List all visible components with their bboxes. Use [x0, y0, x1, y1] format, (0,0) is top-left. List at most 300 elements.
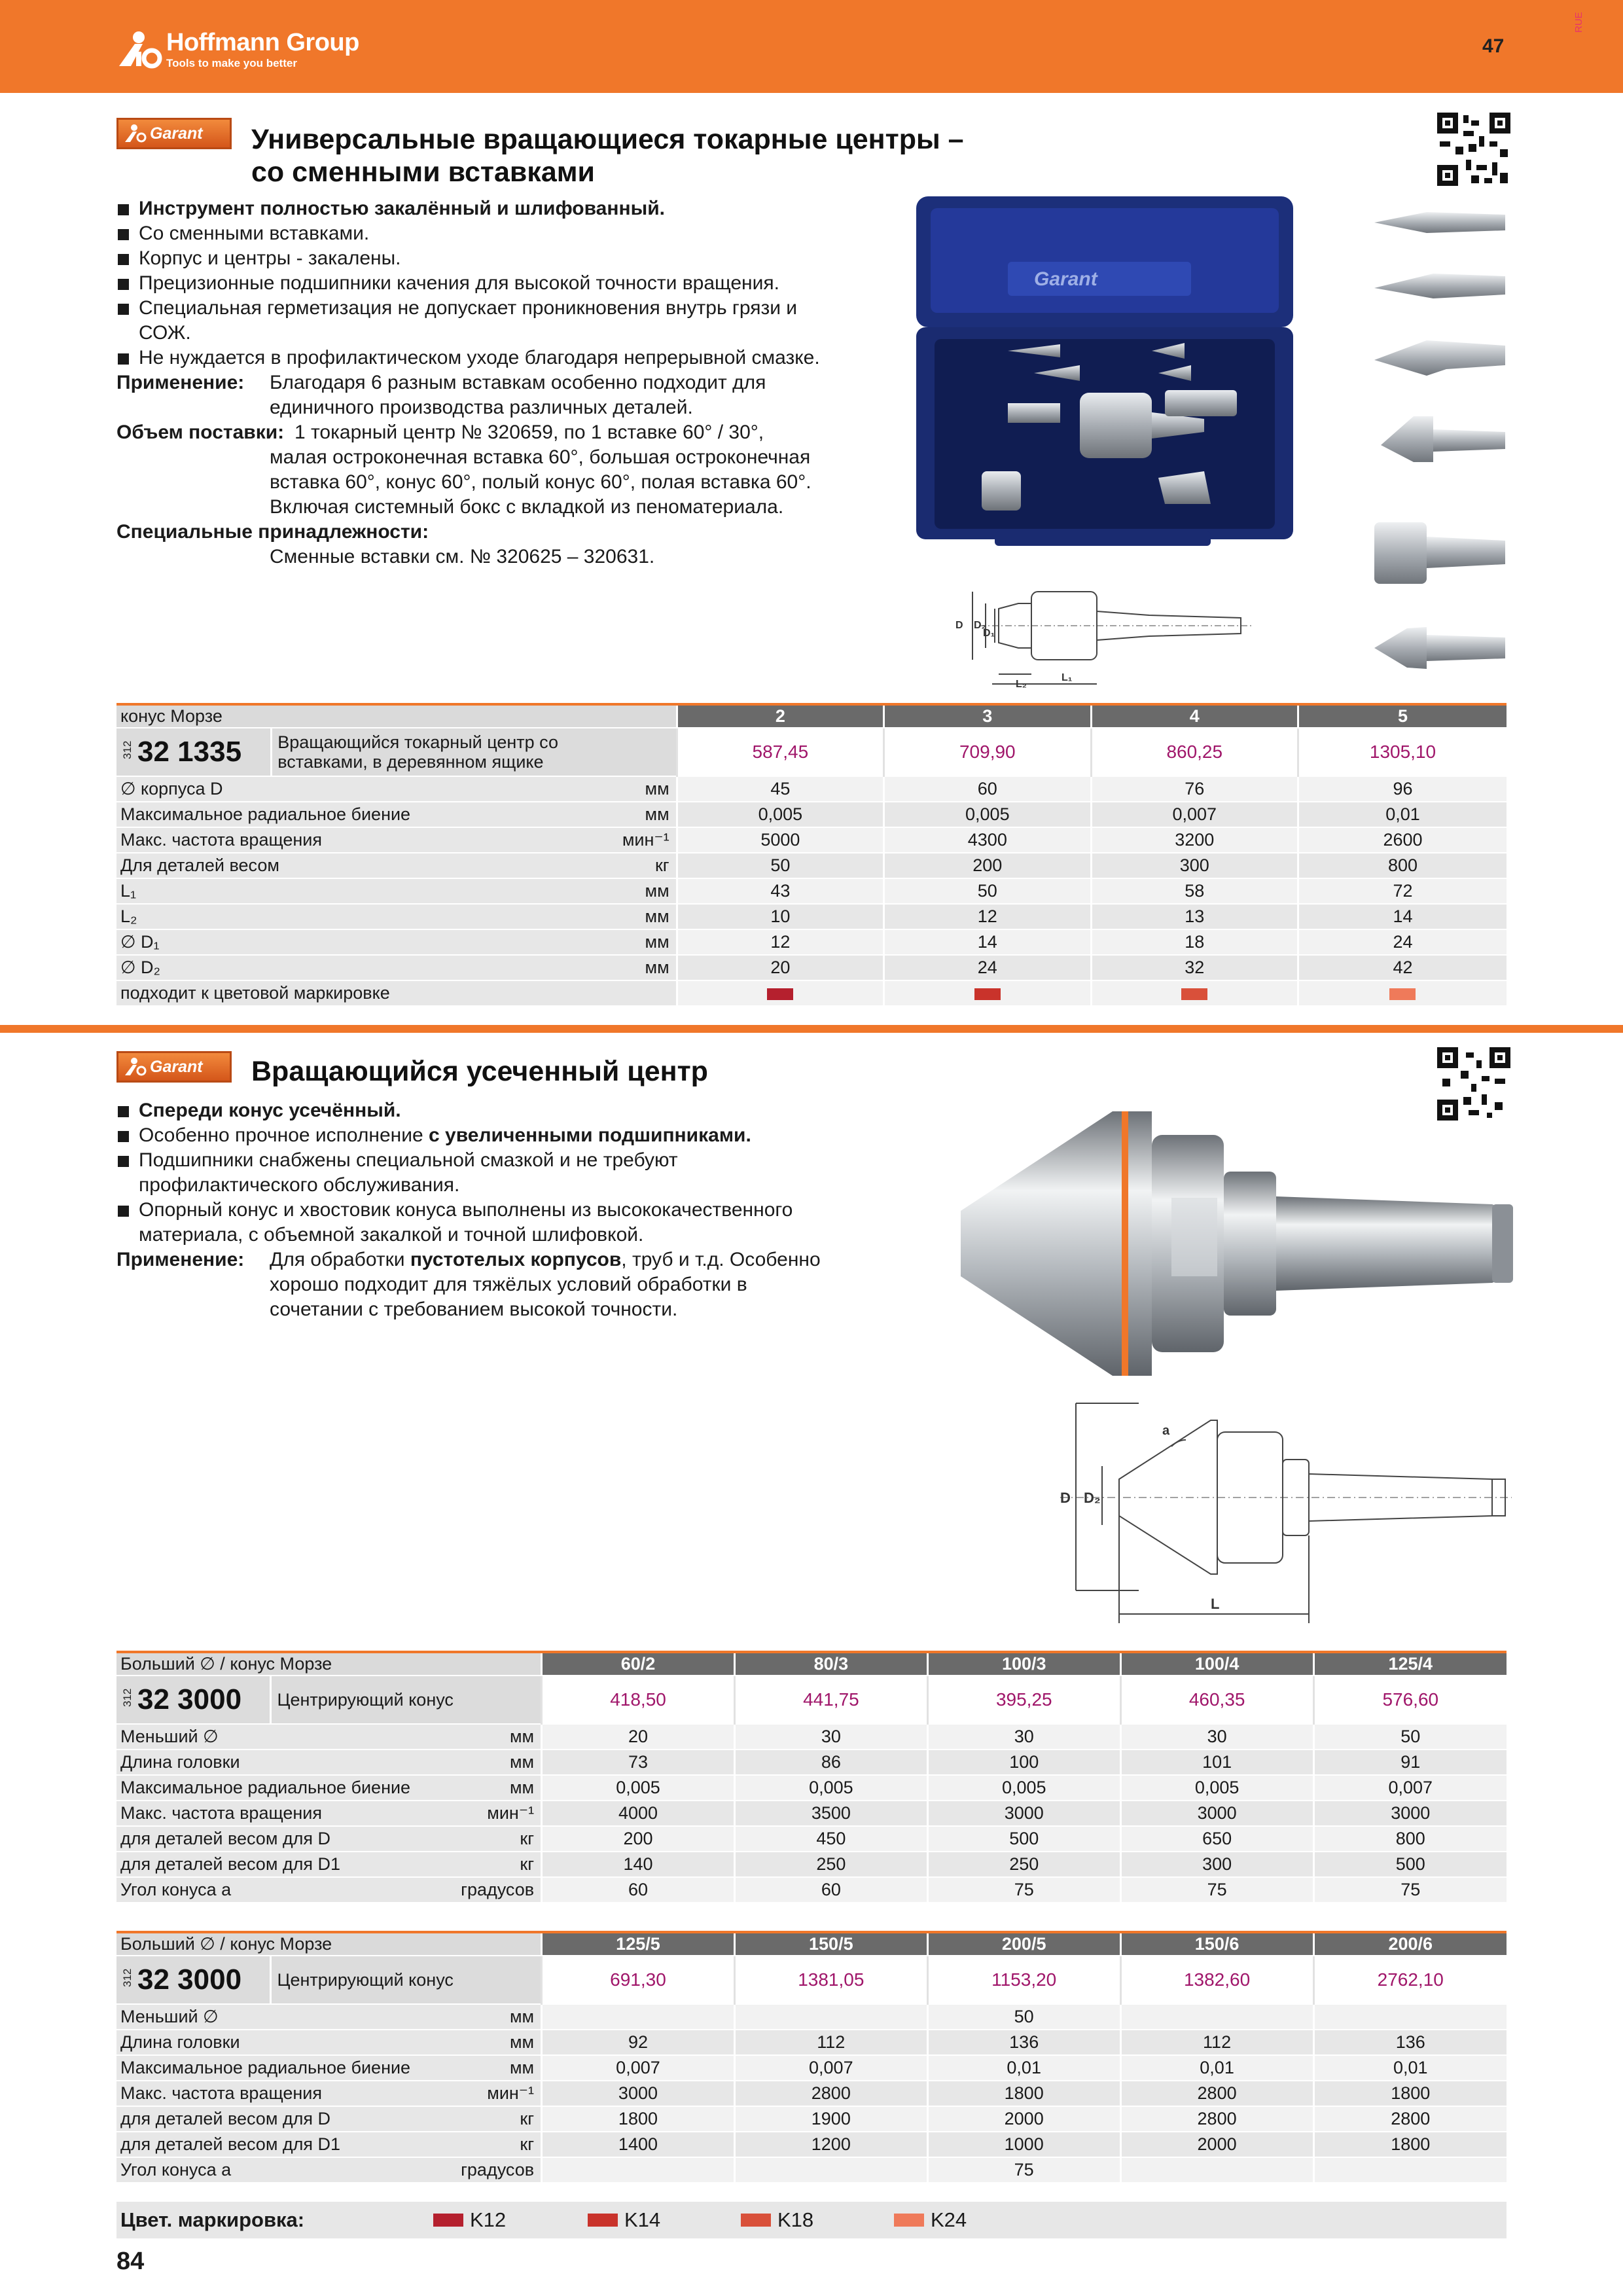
- cell: 0,005: [542, 1775, 735, 1801]
- cell: 14: [884, 929, 1091, 955]
- row-label: Максимальное радиальное биение: [116, 1775, 427, 1801]
- application-text: , труб и т.д. Особенно: [621, 1249, 821, 1270]
- cell: 140: [542, 1852, 735, 1877]
- section1-features: [116, 196, 889, 569]
- article-description: Центрирующий конус: [271, 1956, 542, 2004]
- cell: 30: [927, 1724, 1120, 1749]
- cell: 800: [1298, 853, 1507, 878]
- cell: 4000: [542, 1801, 735, 1826]
- dim-label: a: [1162, 1424, 1170, 1438]
- cell: 0,01: [1120, 2055, 1313, 2081]
- cell: 20: [542, 1724, 735, 1749]
- cell: 0,007: [542, 2055, 735, 2081]
- cell: 58: [1091, 878, 1298, 904]
- color-legend: [116, 2202, 1507, 2238]
- cell: 0,005: [677, 802, 883, 827]
- legend-item: [894, 2208, 967, 2232]
- row-label: Макс. частота вращения: [116, 1801, 427, 1826]
- article-description: [272, 728, 677, 776]
- table-row: [116, 904, 1507, 929]
- scope-label: Объем поставки:: [116, 422, 285, 443]
- row-unit: мм: [457, 955, 677, 980]
- article-prefix: 312: [121, 1968, 134, 1987]
- row-label: для деталей весом для D: [116, 2106, 427, 2132]
- cell: 1900: [734, 2106, 927, 2132]
- color-swatch: [974, 988, 1001, 1000]
- cell: [1313, 2004, 1507, 2030]
- cell: 30: [734, 1724, 927, 1749]
- cell: 1800: [927, 2081, 1120, 2106]
- cell: 75: [1120, 1877, 1313, 1903]
- cell: 200: [542, 1826, 735, 1852]
- cell: 30: [1120, 1724, 1313, 1749]
- cell: 650: [1120, 1826, 1313, 1852]
- feature-item: Не нуждается в профилактическом уходе благодаря непрерывной смазке.: [116, 346, 889, 370]
- feature-item: Специальная герметизация не допускает проникновения внутрь грязи и: [116, 296, 889, 321]
- application-line: сочетании с требованием высокой точности.: [270, 1299, 678, 1320]
- table-row: [116, 1826, 1507, 1852]
- header-bar: [0, 0, 1623, 93]
- cell: 0,007: [1313, 1775, 1507, 1801]
- column-header: 125/4: [1313, 1652, 1507, 1676]
- section1-title: [251, 123, 964, 188]
- color-cell: [1091, 980, 1298, 1006]
- color-swatch: [1389, 988, 1416, 1000]
- cell: 60: [734, 1877, 927, 1903]
- row-label: Для деталей весом: [116, 853, 457, 878]
- row-unit: кг: [427, 1826, 542, 1852]
- feature-item-continued: профилактического обслуживания.: [139, 1174, 460, 1196]
- row-label: ∅ корпуса D: [116, 776, 457, 802]
- legend-label: K12: [470, 2208, 507, 2231]
- article-description: Центрирующий конус: [271, 1676, 542, 1724]
- table-row: [116, 1877, 1507, 1903]
- cell: 12: [884, 904, 1091, 929]
- row-label: Длина головки: [116, 1749, 427, 1775]
- table-row: [116, 2132, 1507, 2157]
- case-brand: Garant: [1034, 268, 1097, 290]
- hoffmann-logo[interactable]: [116, 20, 359, 79]
- insert-pointed-small: [1374, 212, 1505, 233]
- column-header: 150/6: [1120, 1932, 1313, 1956]
- application-label: Применение:: [116, 1249, 245, 1270]
- row-unit: мин⁻¹: [427, 1801, 542, 1826]
- cell: 1000: [927, 2132, 1120, 2157]
- header-label: Больший ∅ / конус Морзе: [116, 1652, 542, 1676]
- cell: 10: [677, 904, 883, 929]
- cell: [1120, 2157, 1313, 2183]
- table-header-row: [116, 1652, 1507, 1676]
- brand-tagline: Tools to make you better: [166, 57, 297, 69]
- cell: 75: [927, 2157, 1120, 2183]
- header-label: конус Морзе: [116, 704, 677, 728]
- price-cell: 1153,20: [927, 1956, 1120, 2004]
- application-label: Применение:: [116, 372, 245, 393]
- cell: 0,007: [1091, 802, 1298, 827]
- cell: 2000: [927, 2106, 1120, 2132]
- cell: 1800: [1313, 2132, 1507, 2157]
- column-header: 100/3: [927, 1652, 1120, 1676]
- row-unit: мм: [457, 904, 677, 929]
- row-unit: мм: [457, 878, 677, 904]
- column-header: 200/5: [927, 1932, 1120, 1956]
- price-cell: 460,35: [1120, 1676, 1313, 1724]
- cell: 2800: [1120, 2106, 1313, 2132]
- insert-hollow-cone: [1374, 627, 1505, 669]
- feature-item: Спереди конус усечённый.: [116, 1098, 889, 1123]
- scope-line: Включая системный бокс с вкладкой из пеноматериала.: [270, 496, 784, 518]
- table-row: [116, 2157, 1507, 2183]
- language-tag: RUE: [1573, 12, 1584, 33]
- table-row: [116, 2055, 1507, 2081]
- row-label: ∅ D₁: [116, 929, 457, 955]
- price-cell: 1382,60: [1120, 1956, 1313, 2004]
- cell: 24: [1298, 929, 1507, 955]
- cell: 96: [1298, 776, 1507, 802]
- cell: 13: [1091, 904, 1298, 929]
- row-label: для деталей весом для D1: [116, 2132, 427, 2157]
- cell: 5000: [677, 827, 883, 853]
- dimension-drawing-1: [953, 563, 1260, 694]
- page-number-bottom: 84: [116, 2248, 145, 2275]
- section2-features: [116, 1098, 889, 1322]
- cell: 0,005: [1120, 1775, 1313, 1801]
- legend-swatch: [433, 2214, 463, 2227]
- price-cell: 418,50: [542, 1676, 735, 1724]
- cell: 0,01: [1298, 802, 1507, 827]
- cell: 50: [1313, 1724, 1507, 1749]
- section1-title-line2: со сменными вставками: [251, 156, 595, 188]
- cell: [1313, 2157, 1507, 2183]
- article-number[interactable]: 32 3000: [137, 1964, 242, 1996]
- cell: 300: [1091, 853, 1298, 878]
- scope-line: вставка 60°, конус 60°, полый конус 60°, полая вставка 60°.: [270, 471, 812, 493]
- price-cell: 691,30: [542, 1956, 735, 2004]
- cell: 3000: [927, 1801, 1120, 1826]
- column-header: 125/5: [542, 1932, 735, 1956]
- dim-label: L: [1211, 1596, 1220, 1612]
- article-prefix: 312: [121, 1688, 134, 1707]
- cell: 91: [1313, 1749, 1507, 1775]
- feature-item: Корпус и центры - закалены.: [116, 246, 889, 271]
- insert-hollow: [1374, 522, 1505, 584]
- page-number-top: 47: [1482, 35, 1505, 57]
- cell: 250: [734, 1852, 927, 1877]
- header-label: Больший ∅ / конус Морзе: [116, 1932, 542, 1956]
- article-number-cell: [116, 728, 272, 776]
- cell: 2000: [1120, 2132, 1313, 2157]
- spec-table-3: [116, 1931, 1507, 2183]
- row-unit: мм: [457, 776, 677, 802]
- cell: 92: [542, 2030, 735, 2055]
- row-unit: мм: [427, 1724, 542, 1749]
- row-label: L₂: [116, 904, 457, 929]
- article-desc-line: Вращающийся токарный центр со: [277, 732, 558, 752]
- scope-block: [116, 420, 889, 520]
- row-unit: кг: [427, 1852, 542, 1877]
- article-number-cell: [116, 1676, 271, 1724]
- column-header: 5: [1298, 704, 1507, 728]
- article-prefix: 312: [121, 740, 134, 759]
- row-unit: мм: [427, 2004, 542, 2030]
- dim-label: L₂: [1016, 679, 1027, 690]
- row-label: ∅ D₂: [116, 955, 457, 980]
- row-unit: кг: [457, 853, 677, 878]
- article-desc-line: вставками, в деревянном ящике: [277, 752, 544, 772]
- cell: 1400: [542, 2132, 735, 2157]
- row-unit: кг: [427, 2132, 542, 2157]
- qr-code-icon[interactable]: [1437, 113, 1510, 186]
- cell: 50: [927, 2004, 1120, 2030]
- cell: 1800: [1313, 2081, 1507, 2106]
- feature-item: Подшипники снабжены специальной смазкой и не требуют: [116, 1148, 889, 1173]
- cell: [734, 2004, 927, 2030]
- table-row: [116, 1749, 1507, 1775]
- cell: 450: [734, 1826, 927, 1852]
- cell: 136: [1313, 2030, 1507, 2055]
- hoffmann-logo-icon: [116, 29, 162, 69]
- cell: 1800: [542, 2106, 735, 2132]
- table-row: [116, 2106, 1507, 2132]
- legend-swatch: [894, 2214, 924, 2227]
- price-cell: 587,45: [677, 728, 883, 776]
- cell: 2800: [1313, 2106, 1507, 2132]
- application-block: [116, 370, 889, 420]
- cell: [542, 2004, 735, 2030]
- section-divider: [0, 1025, 1623, 1033]
- cell: 112: [734, 2030, 927, 2055]
- garant-badge: [116, 1051, 232, 1083]
- color-swatch: [767, 988, 793, 1000]
- cell: 60: [884, 776, 1091, 802]
- cell: 0,005: [884, 802, 1091, 827]
- garant-badge-label: Garant: [150, 1057, 203, 1076]
- cell: 42: [1298, 955, 1507, 980]
- application-text: Для обработки: [270, 1249, 410, 1270]
- row-label: L₁: [116, 878, 457, 904]
- legend-swatch: [588, 2214, 618, 2227]
- cell: 24: [884, 955, 1091, 980]
- spec-table-2: [116, 1651, 1507, 1903]
- legend-title: Цвет. маркировка:: [120, 2208, 305, 2231]
- application-line: [270, 1247, 821, 1272]
- table-row: [116, 1724, 1507, 1749]
- cell: 45: [677, 776, 883, 802]
- row-label: для деталей весом для D1: [116, 1852, 427, 1877]
- cell: 12: [677, 929, 883, 955]
- application-line: хорошо подходит для тяжёлых условий обработки в: [270, 1274, 747, 1295]
- application-text-bold: пустотелых корпусов: [410, 1249, 622, 1270]
- feature-item: Прецизионные подшипники качения для высокой точности вращения.: [116, 271, 889, 296]
- table-row: [116, 1801, 1507, 1826]
- article-row: [116, 1956, 1507, 2004]
- cell: 20: [677, 955, 883, 980]
- color-swatch: [1181, 988, 1207, 1000]
- table-row: [116, 1852, 1507, 1877]
- accessories-line: Сменные вставки см. № 320625 – 320631.: [270, 546, 655, 567]
- table-row-color: [116, 980, 1507, 1006]
- color-cell: [884, 980, 1091, 1006]
- row-label: Угол конуса a: [116, 2157, 427, 2183]
- cell: 500: [1313, 1852, 1507, 1877]
- scope-line: малая остроконечная вставка 60°, большая остроконечная: [270, 446, 811, 468]
- cell: 76: [1091, 776, 1298, 802]
- insert-pointed-large: [1374, 274, 1505, 298]
- price-cell: 709,90: [884, 728, 1091, 776]
- legend-item: [433, 2208, 506, 2232]
- cell: 3000: [542, 2081, 735, 2106]
- column-header: 150/5: [734, 1932, 927, 1956]
- price-cell: 576,60: [1313, 1676, 1507, 1724]
- cell: 14: [1298, 904, 1507, 929]
- table-row: [116, 2004, 1507, 2030]
- price-cell: 860,25: [1091, 728, 1298, 776]
- table-row: [116, 776, 1507, 802]
- cell: 200: [884, 853, 1091, 878]
- cell: 0,005: [734, 1775, 927, 1801]
- feature-item: Со сменными вставками.: [116, 221, 889, 246]
- cell: 50: [677, 853, 883, 878]
- table-row: [116, 955, 1507, 980]
- garant-badge: [116, 118, 232, 149]
- cell: 32: [1091, 955, 1298, 980]
- legend-label: K14: [624, 2208, 661, 2231]
- cell: [734, 2157, 927, 2183]
- row-unit: кг: [427, 2106, 542, 2132]
- row-label: Длина головки: [116, 2030, 427, 2055]
- row-label: Меньший ∅: [116, 2004, 427, 2030]
- row-unit: мм: [457, 929, 677, 955]
- feature-item: Инструмент полностью закалённый и шлифованный.: [116, 196, 889, 221]
- cell: 136: [927, 2030, 1120, 2055]
- scope-line: 1 токарный центр № 320659, по 1 вставке 60° / 30°,: [294, 422, 764, 443]
- cell: 86: [734, 1749, 927, 1775]
- legend-item: [588, 2208, 660, 2232]
- price-cell: 395,25: [927, 1676, 1120, 1724]
- table-header-row: [116, 704, 1507, 728]
- table-row: [116, 929, 1507, 955]
- legend-item: [741, 2208, 813, 2232]
- column-header: 2: [677, 704, 883, 728]
- cell: 60: [542, 1877, 735, 1903]
- column-header: 4: [1091, 704, 1298, 728]
- cell: 3000: [1120, 1801, 1313, 1826]
- cell: 72: [1298, 878, 1507, 904]
- row-label: Угол конуса a: [116, 1877, 427, 1903]
- dimension-drawing-2: [1047, 1401, 1518, 1630]
- cell: 3000: [1313, 1801, 1507, 1826]
- column-header: 80/3: [734, 1652, 927, 1676]
- feature-item-continued: СОЖ.: [139, 322, 191, 344]
- article-row: [116, 728, 1507, 776]
- row-unit: мм: [427, 1775, 542, 1801]
- row-unit: мм: [457, 802, 677, 827]
- cell: 250: [927, 1852, 1120, 1877]
- column-header: 200/6: [1313, 1932, 1507, 1956]
- cell: 100: [927, 1749, 1120, 1775]
- insert-cone-60: [1374, 340, 1505, 376]
- table-row: [116, 853, 1507, 878]
- garant-logo-icon: [124, 1057, 147, 1077]
- row-unit: градусов: [427, 1877, 542, 1903]
- row-label: Макс. частота вращения: [116, 2081, 427, 2106]
- cell: 1200: [734, 2132, 927, 2157]
- article-number[interactable]: 32 3000: [137, 1683, 242, 1715]
- row-label: Максимальное радиальное биение: [116, 2055, 427, 2081]
- cell: 2600: [1298, 827, 1507, 853]
- dim-label: D₂: [974, 620, 986, 631]
- dim-label: D₂: [1084, 1490, 1101, 1506]
- insert-cone-large: [1381, 416, 1505, 462]
- cell: [1120, 2004, 1313, 2030]
- cell: 0,01: [1313, 2055, 1507, 2081]
- row-label: Макс. частота вращения: [116, 827, 457, 853]
- feature-text: Особенно прочное исполнение: [139, 1124, 429, 1146]
- article-number[interactable]: 32 1335: [137, 736, 242, 768]
- cell: 800: [1313, 1826, 1507, 1852]
- article-number-cell: [116, 1956, 271, 2004]
- article-row: [116, 1676, 1507, 1724]
- cell: 2800: [1120, 2081, 1313, 2106]
- cell: 3200: [1091, 827, 1298, 853]
- row-unit: градусов: [427, 2157, 542, 2183]
- feature-item: Опорный конус и хвостовик конуса выполнены из высококачественного: [116, 1198, 889, 1223]
- row-label: Меньший ∅: [116, 1724, 427, 1749]
- application-line: Благодаря 6 разным вставкам особенно подходит для: [270, 372, 766, 393]
- row-unit: мм: [427, 1749, 542, 1775]
- table-row: [116, 2081, 1507, 2106]
- row-unit: мм: [427, 2030, 542, 2055]
- cell: 500: [927, 1826, 1120, 1852]
- cell: 43: [677, 878, 883, 904]
- row-unit: мм: [427, 2055, 542, 2081]
- table-header-row: [116, 1932, 1507, 1956]
- cell: 112: [1120, 2030, 1313, 2055]
- color-cell: [677, 980, 883, 1006]
- price-cell: 1305,10: [1298, 728, 1507, 776]
- column-header: 60/2: [542, 1652, 735, 1676]
- application-line: единичного производства различных деталей.: [270, 397, 693, 418]
- cell: 73: [542, 1749, 735, 1775]
- cell: 18: [1091, 929, 1298, 955]
- legend-swatch: [741, 2214, 771, 2227]
- dim-label: L₁: [1061, 672, 1073, 683]
- product-case-image: [916, 196, 1296, 550]
- row-label: подходит к цветовой маркировке: [116, 980, 677, 1006]
- inserts-image: [1368, 203, 1512, 681]
- cell: 75: [1313, 1877, 1507, 1903]
- cell: [542, 2157, 735, 2183]
- application-block: [116, 1247, 889, 1322]
- row-label: Максимальное радиальное биение: [116, 802, 457, 827]
- table-row: [116, 2030, 1507, 2055]
- cell: 300: [1120, 1852, 1313, 1877]
- legend-label: K18: [777, 2208, 814, 2231]
- price-cell: 1381,05: [734, 1956, 927, 2004]
- cell: 2800: [734, 2081, 927, 2106]
- feature-item-continued: материала, с объемной закалкой и точной шлифовкой.: [139, 1224, 644, 1246]
- price-cell: 2762,10: [1313, 1956, 1507, 2004]
- truncated-center-image: [955, 1106, 1518, 1381]
- row-unit: мин⁻¹: [457, 827, 677, 853]
- cell: 50: [884, 878, 1091, 904]
- garant-badge-label: Garant: [150, 124, 203, 143]
- table-row: [116, 1775, 1507, 1801]
- feature-text-bold: с увеличенными подшипниками.: [429, 1124, 751, 1146]
- row-unit: мин⁻¹: [427, 2081, 542, 2106]
- cell: 0,01: [927, 2055, 1120, 2081]
- cell: 0,005: [927, 1775, 1120, 1801]
